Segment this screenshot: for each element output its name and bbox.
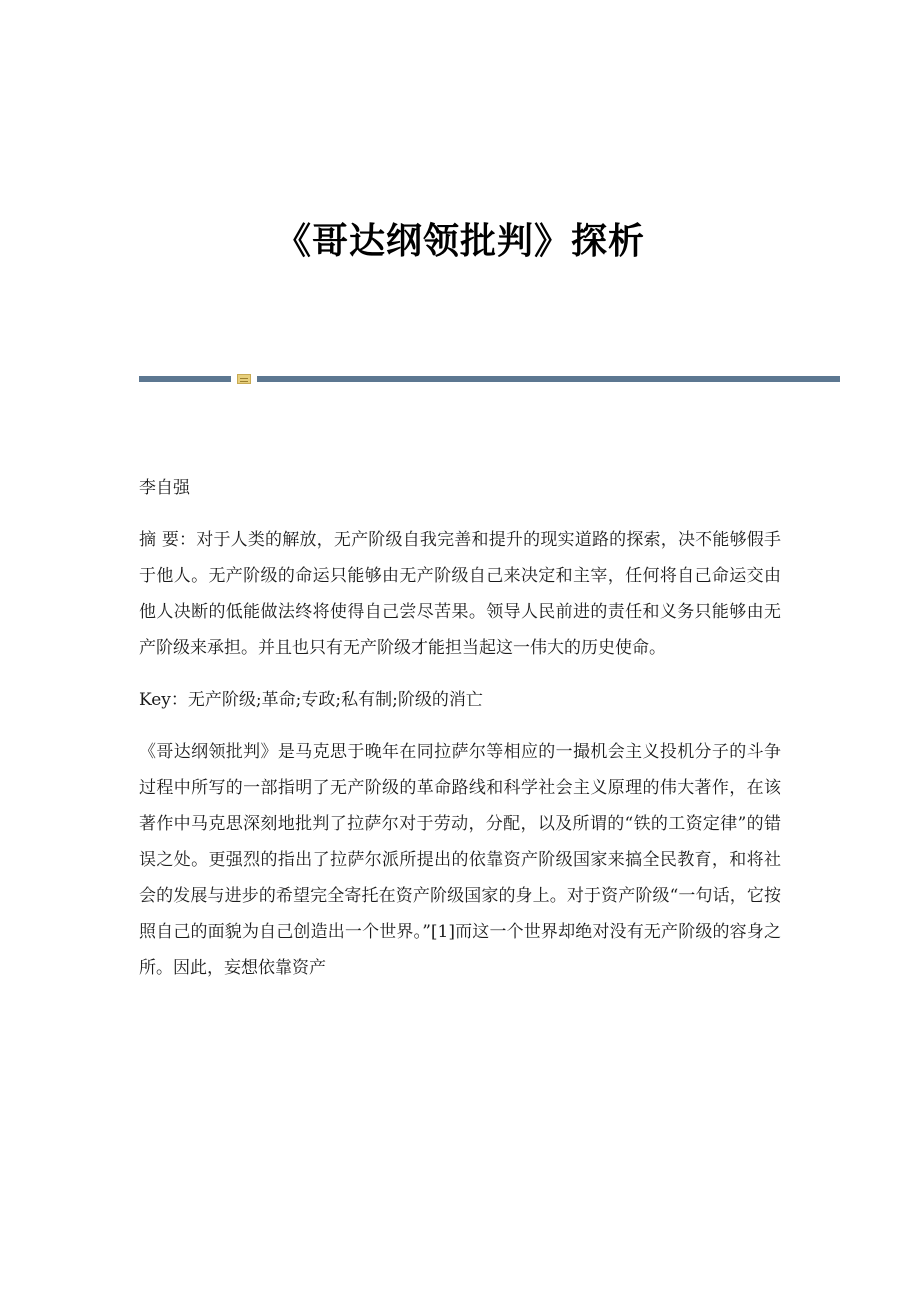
envelope-ornament-icon (237, 374, 251, 384)
abstract-label: 摘 要： (139, 530, 197, 550)
paper-title: 《哥达纲领批判》探析 (274, 221, 645, 262)
paper-content (139, 470, 781, 986)
keywords (139, 682, 781, 718)
divider-bar-left (139, 376, 231, 382)
abstract (139, 522, 781, 666)
keywords-text: 无产阶级;革命;专政;私有制;阶级的消亡 (187, 690, 483, 710)
keywords-label: Key： (139, 690, 188, 710)
divider-bar-right (257, 376, 840, 382)
title-divider (139, 374, 840, 384)
author-name: 李自强 (139, 478, 190, 498)
body-paragraph: 《哥达纲领批判》是马克思于晚年在同拉萨尔等相应的一撮机会主义投机分子的斗争过程中所写的一部指明了无产阶级的革命路线和科学社会主义原理的伟大著作，在该著作中马克思深刻地批判了拉萨尔对于劳动，分配，以及所谓的“铁的工资定律”的错误之处。更强烈的指出了拉萨尔派所提出的依靠资产阶级国家来搞全民教育，和将社会的发展与进步的希望完全寄托在资产阶级国家的身上。对于资产阶级“一句话，它按照自己的面貌为自己创造出一个世界。”[1]而这一个世界却绝对没有无产阶级的容身之所。因此，妄想依靠资产 (139, 742, 781, 978)
abstract-text: 对于人类的解放，无产阶级自我完善和提升的现实道路的探索，决不能够假手于他人。无产阶级的命运只能够由无产阶级自己来决定和主宰，任何将自己命运交由他人决断的低能做法终将使得自己尝尽苦果。领导人民前进的责任和义务只能够由无产阶级来承担。并且也只有无产阶级才能担当起这一伟大的历史使命。 (139, 530, 782, 658)
